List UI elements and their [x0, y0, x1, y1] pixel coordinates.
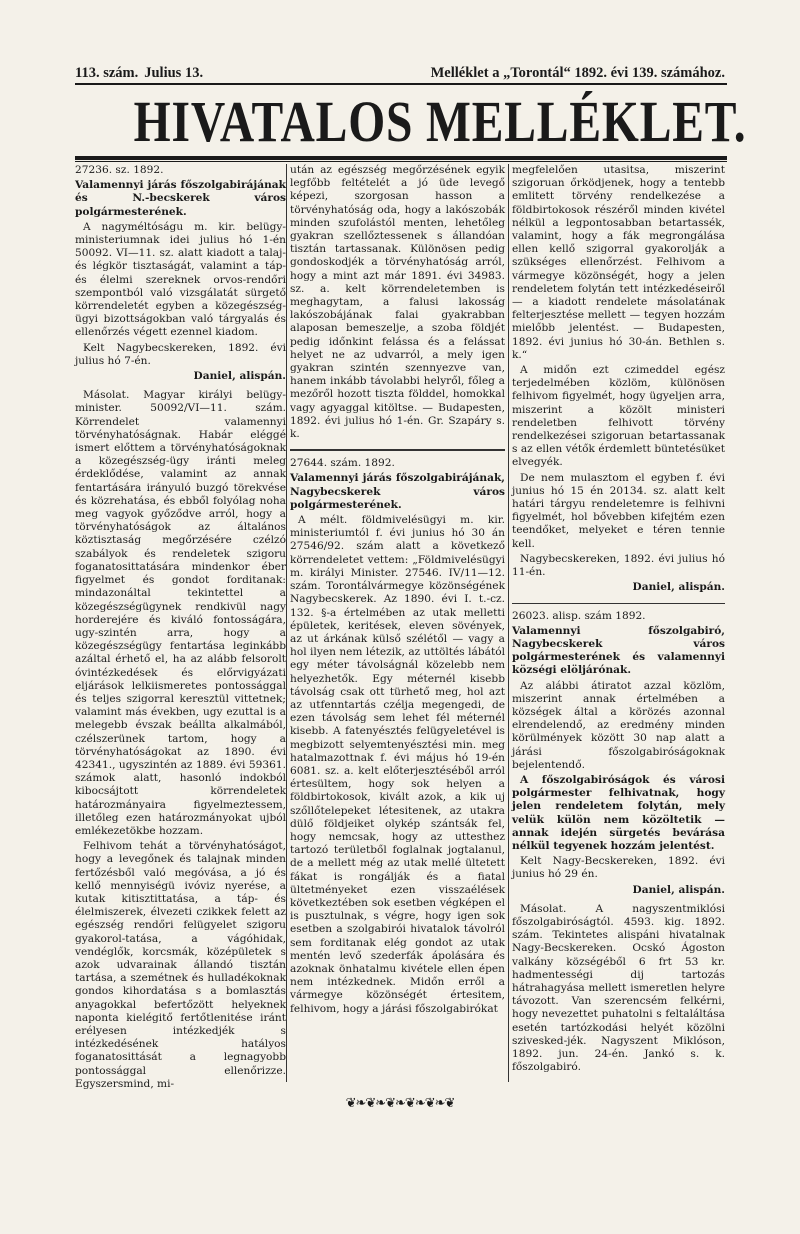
column-divider: [508, 164, 509, 1082]
column-1: [75, 164, 286, 1090]
title-rule-thin: [75, 161, 727, 162]
article-paragraph: Nagybecskereken, 1892. évi julius hó 11-én.: [512, 552, 725, 579]
article-heading: Valamennyi főszolgabiró, Nagybecskerek város polgármesterének és valamennyi községi elöljárónak.: [512, 624, 725, 677]
article-paragraph: Kelt Nagybecskereken, 1892. évi julius hó 7-én.: [75, 341, 286, 367]
signature: Daniel, alispán.: [193, 370, 286, 383]
supplement-note: Melléklet a „Torontál“ 1892. évi 139. számához.: [430, 65, 725, 81]
article-paragraph: A főszolgabiróságok és városi polgármester felhivatnak, hogy jelen rendeletem folytán, mely velük külön nem közöltetik — annak idején sürgetés bevárása nélkül tegyenek hozzám jelentést.: [512, 773, 725, 852]
article-paragraph: A nagyméltóságu m. kir. belügy-ministeriumnak idei julius hó 1-én 50092. VI—11. sz. alatt kiadott a talaj- és légkör tisztaságát, valamint a táp- és élelmi szereknek orvos-rendőri szempontból való vizsgálatát sürgető körrendeletét egyben a közegészség-ügyi bizottságokban való tárgyalás és ellenőrzés végett ezennel kiadom.: [75, 220, 286, 339]
article-separator: [290, 449, 505, 451]
article-paragraph: De nem mulasztom el egyben f. évi junius hó 15 én 20134. sz. alatt kelt határi tárgyu rendeletemre is felhivni figyelmét, hol bővebben kifejtém ezen teendőket, melyeket e téren tennie kell.: [512, 471, 725, 550]
page-title: HIVATALOS MELLÉKLET.: [133, 89, 747, 154]
article-number: 26023. alisp. szám 1892.: [512, 609, 646, 622]
column-divider: [286, 164, 287, 1082]
signature: Daniel, alispán.: [632, 883, 725, 896]
article-paragraph: Felhivom tehát a törvényhatóságot, hogy a levegőnek és talajnak minden fertőzésből való megóvása, a jó és kellő mennyiségü ivóviz nyerése, a kutak kitisztittatása, a táp- és élelmiszerek, élvezeti czikkek felett az egészség rendőri felügyelet szigoru gyakorol-tatása, a vágóhidak, vendéglők, korcsmák, középületek s azok udvarainak állandó tisztán tartása, a szemétnek és hulladékoknak gondos kihordatása s a bomlasztás anyagokkal befertőzött helyeknek naponta kielégitő fertőtlenitése iránt erélyesen intézkedjék s intézkedésének hatályos foganatosittását a legnagyobb pontossággal ellenőrizze. Egyszersmind, mi-: [75, 840, 286, 1090]
article-paragraph: Az alábbi átiratot azzal közlöm, miszerint annak értelmében a községek által a körözés azonnal elrendelendő, az eredmény minden körülmények között 30 nap alatt a járási főszolgabiróságoknak bejelentendő.: [512, 679, 725, 771]
column-3: [512, 164, 725, 1082]
ornament-divider: ❦❧❦❧❦❧❦❧❦❧❦: [345, 1095, 455, 1111]
article-paragraph: Másolat. A nagyszentmiklósi főszolgabiróságtól. 4593. kig. 1892. szám. Tekintetes alispáni hivatalnak Nagy-Becskereken. Ocskó Ágoston valkány községéből 6 frt 53 kr. hadmentességi dij tartozás hátrahagyása mellett ismeretlen helyre távozott. Van szerencsém felkérni, hogy nevezettet puhatolni s feltaláltása esetén tartózkodási helyét közölni szivesked-jék. Nagyszent Miklóson, 1892. jun. 24-én. Jankó s. k. főszolgabiró.: [512, 902, 725, 1074]
article-number: 27644. szám. 1892.: [290, 457, 395, 470]
article-paragraph: Másolat. Magyar királyi belügy-minister. 50092/VI—11. szám. Körrendelet valamennyi törvényhatóságnak. Habár eléggé ismert előttem a törvényhatóságoknak a közegészség-ügy iránti meleg érdeklődése, valamint az annak fentartására irányuló buzgó törekvése és közrehatása, és ebből folyólag noha meg vagyok győződve arról, hogy a törvényhatóságok az általános köztisztaság megőrzésére czélzó szabályok és rendeletek szigoru foganatosittatására mindenkor éber figyelmet és gondot forditanak: mindazonáltal tekintettel a közegészségügynek rendkivül nagy horderejére és kiváló fontosságára, ugy-szintén arra, hogy a közegészségügy fentartása leginkább azáltal érhető el, ha az alább felsorolt óvintézkedések és előrvigyázati eljárások lelkiismeretes pontossággal és teljes szigorral keresztül vittetnek; valamint más években, ugy ezuttal is a melegebb évszak beálltа alkalmából, czélszerünek tartom, hogy a törvényhatóságokat az 1890. évi 42341., ugyszintén az 1889. évi 59361. számok alatt, hasonló indokból kibocsájtott körrendeletek határozmányaira figyelmeztessem, illetőleg ezen határozmányokat ujból emlékezetökbe hozzam.: [75, 389, 286, 837]
article-separator: [512, 603, 725, 604]
column-2: [290, 164, 505, 1082]
header-rule: [75, 83, 727, 85]
page-header: [75, 60, 725, 82]
article-paragraph: megfelelően utasitsa, miszerint szigoruan őrködjenek, hogy a tentebb emlitett törvény rendelkezése a földbirtokosok részéről minden kivétel nélkül a legpontosabban betartassék, valamint, hogy a fák megrongálása ellen kellő szigorral gyakorolják a szükséges ellenőrzést. Felhivom a vármegye közönségét, hogy a jelen rendeletem folytán tett intézkedéseiről — a kiadott rendelete másolatának felterjesztése mellett — tegyen hozzám mielőbb jelentést. — Budapesten, 1892. évi junius hó 30-án. Bethlen s. k.“: [512, 164, 725, 361]
title-rule-thick: [75, 156, 727, 160]
issue-info: [75, 65, 203, 82]
article-heading: Valamennyi járás főszolgabirájának és N.-becskerek város polgármesterének.: [75, 179, 286, 218]
article-paragraph: után az egészség megőrzésének egyik legfőbb feltételét a jó üde levegő képezi, szorgosan hasson a törvényhatóság oda, hogy a lakószobák minden szufolástól menten, lehetőleg gyakran szellőztessenek s állandóan tisztán tartassanak. Különösen pedig gondoskodjék a törvényhatóság arról, hogy a mint azt már 1891. évi 34983. sz. a. kelt körrendeletemben is meghagytam, a falusi lakosság lakószobájának falai gyakrabban alaposan bemeszelje, a szoba földjét pedig időnkint felássa és a felássat helyet ne az udvarról, a mely igen gyakran szintén szennyezve van, hanem inkább távolabbi helyről, főleg a mezőről hozott tiszta földdel, homokkal vagy agyaggal kitöltse. — Budapesten, 1892. évi julius hó 1-én. Gr. Szapáry s. k.: [290, 164, 505, 441]
article-paragraph: A mélt. földmivelésügyi m. kir. ministeriumtól f. évi junius hó 30 án 27546/92. szám alatt a következő körrendeletet vettem: „Földmivelésügyi m. királyi Minister. 27546. IV/11—12. szám. Torontálvármegye közönségének Nagybecskerek. Az 1890. évi I. t.-cz. 132. §-a értelmében az utak melletti épületek, keritések, eleven sövények, az ut árkának külső szélétől — vagy a hol ilyen nem létezik, az uttöltés lábától egy méter távolságnál közelebb nem helyezhetők. Egy méternél kisebb távolság csak ott türhető meg, hol azt az utfenntartás czélja megengedi, de ezen távolság sem lehet fél méternél kisebb. A fatenyésztés felügyeletével is megbizott selyemtenyésztési min. meg hatalmazottnak f. évi május hó 19-én 6081. sz. a. kelt előterjesztéséből arról értesültem, hogy sok helyen a földbirtokosok, kivált azok, a kik uj szőllőtelepeket létesitenek, az utakra dülő földjeiket olykép szántsák fel, hogy nemcsak, hogy az uttesthez tartozó területből foglalnak jogtalanul, de a mellett még az utak mellé ültetett fákat is rongálják és a fiatal ültetményeket ezen visszaélések következtében sok esetben végképen el is pusztulnak, s végre, hogy igen sok esetben a szolgabirói hivatalok távolról sem forditanak elég gondot az utak mentén levő szederfák ápolására és azoknak önhatalmu kivétele ellen épen nem intézkednek. Midőn erről a vármegye közönségét értesitem, felhivom, hogy a járási főszolgabirókat: [290, 514, 505, 1015]
article-paragraph: A midőn ezt czimeddel egész terjedelmében közlöm, különösen felhivom figyelmét, hogy ügyeljen arra, miszerint a közölt ministeri rendeletben felhivott törvény rendelkezései szigoruan betartassanak s az ellen vétők érdemlett büntetésüket elvegyék.: [512, 364, 725, 469]
article-number: 27236. sz. 1892.: [75, 164, 164, 176]
article-heading: Valamennyi járás főszolgabirájának, Nagybecskerek város polgármesterének.: [290, 472, 505, 511]
signature: Daniel, alispán.: [632, 581, 725, 594]
issue-number: 113. szám.: [75, 65, 139, 81]
article-paragraph: Kelt Nagy-Becskereken, 1892. évi junius hó 29 én.: [512, 855, 725, 881]
issue-date: Julius 13.: [144, 65, 204, 81]
